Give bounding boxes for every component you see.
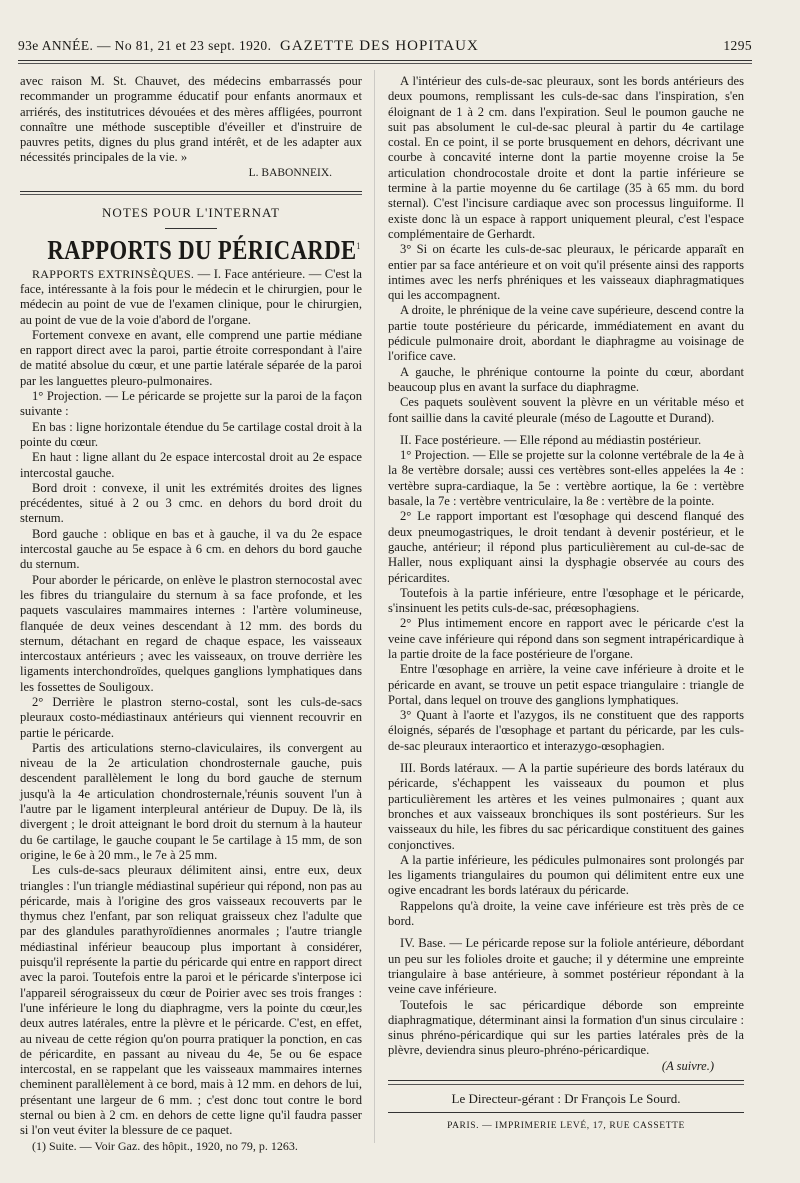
paragraph: A gauche, le phrénique contourne la pointe du cœur, abordant beaucoup plus en avant la surface du diaphragme. [388, 364, 744, 394]
section-heading: NOTES POUR L'INTERNAT [102, 205, 280, 221]
footnote: (1) Suite. — Voir Gaz. des hôpit., 1920, no 79, p. 1263. [32, 1138, 298, 1153]
left-column [20, 74, 362, 1154]
paragraph: Bord droit : convexe, il unit les extrémités droites des lignes précédentes, situé à 2 ou 3 cmc. en dehors du bord droit du sternum. [20, 480, 362, 526]
footer-rule-secondary [388, 1084, 744, 1085]
subsection-heading-face-posterieure: II. Face postérieure. — Elle répond au médiastin postérieur. [400, 432, 702, 447]
section-rule [20, 191, 362, 192]
paragraph: Toutefois à la partie inférieure, entre l'œsophage et le péricarde, s'insinuent les petits culs-de-sac, préœsophagiens. [388, 585, 744, 616]
paragraph: Entre l'œsophage en arrière, la veine cave inférieure à droite et le péricarde en avant, se trouve un petit espace triangulaire : triangle de Portal, dans lequel on trouve des ganglions lymphatiques. [388, 662, 744, 707]
lead-text: — I. Face antérieure. — C'est la face, intéressante à la fois pour le médecin et le chirurgien, pour le médecin au point de vue de l'examen clinique, pour le chirurgien, au point de vue de la voie d'abord de l'organe. [20, 266, 362, 327]
paragraph: Rappelons qu'à droite, la veine cave inférieure est très près de ce bord. [388, 898, 744, 929]
paragraph: 2° Derrière le plastron sterno-costal, sont les culs-de-sacs pleuraux costo-médiastinaux antérieurs qui viennent recouvrir en partie le péricarde. [20, 694, 362, 740]
spacer [388, 754, 744, 761]
title-footnote-mark: 1 [356, 241, 361, 252]
paragraph: Ces paquets soulèvent souvent la plèvre en un véritable méso et font saillie dans la cavité pleurale (méso de Lagoutte et Durand). [388, 395, 744, 425]
paragraph: A la partie inférieure, les pédicules pulmonaires sont prolongés par les ligaments triangulaires du poumon qui délimitent entre eux une ogive encadrant les bords latéraux du péricarde. [388, 852, 744, 898]
paragraph: 2° Le rapport important est l'œsophage qui descend flanqué des deux pneumogastriques, le droit tendant à devenir postérieur, et le gauche, antérieur; il répond plus particulièrement au cul-de-sac de Haller, nous expliquant ainsi la dysphagie observée au cours des péricardites. [388, 509, 744, 585]
article-title-text: RAPPORTS DU PÉRICARDE [47, 235, 357, 266]
lead-label: RAPPORTS EXTRINSÈQUES. [32, 266, 195, 281]
review-signature: L. BABONNEIX. [248, 166, 332, 179]
printer-line: PARIS. — IMPRIMERIE LEVÉ, 17, RUE CASSETTE [447, 1121, 685, 1132]
paragraph: En bas : ligne horizontale étendue du 5e cartilage costal droit à la pointe du cœur. [20, 419, 362, 449]
paragraph: Pour aborder le péricarde, on enlève le plastron sternocostal avec les fibres du triangulaire du sternum à sa face profonde, et les paquets vasculaires mammaires internes : l'artère volumineuse, flanquée de deux veines descendant à 12 mm. des bords du sternum, détachant en regard de chaque espace, les vaisseaux intercostaux antérieurs ; avec les vaisseaux, on trouve derrière les ligaments interchondroïdes, quelques ganglions lymphatiques dans les fossettes de Souligoux. [20, 572, 362, 694]
paragraph: Les culs-de-sacs pleuraux délimitent ainsi, entre eux, deux triangles : l'un triangle médiastinal supérieur qui répond, non pas au péricarde, mais à l'origine des gros vaisseaux recouverts par le thymus chez l'enfant, par son reliquat graisseux chez l'adulte que par des glandules parathyroïdiennes anormales ; l'autre triangle médiastinal inférieur beaucoup plus important à considérer, puisqu'il représente la partie du péricarde qui entre en rapport direct avec la paroi. Toutefois entre la paroi et le péricarde s'interpose ici l'appareil sérograisseux du cœur de Poirier avec ses trois franges : l'une inférieure le long du diaphragme, vers la pointe du cœur,les deux autres latérales, entre la plèvre et le péricarde. C'est, en effet, au niveau de cette région qu'on pourra pratiquer la ponction, en cas de péricardite, en passant au niveau du 4e, 5e ou 6e espace intercostal, en se rappelant que les vaisseaux mammaires internes cheminent parallèlement à ce bord, mais à 12 mm. en dehors de lui, présentant une largeur de 6 mm. ; c'est donc tout contre le bord sternal ou bien à 2 cm. en dehors de cette ligne qu'il faudra passer si l'on veut éviter la blessure de ce paquet. [20, 863, 362, 1138]
section-rule-secondary [20, 194, 362, 195]
spacer [388, 426, 744, 433]
page-number: 1295 [723, 38, 752, 53]
article-title [47, 235, 361, 266]
subsection-heading-base: IV. Base. — Le péricarde repose sur la foliole antérieure, débordant un peu sur les folioles droite et gauche; il y détermine une empreinte triangulaire à base antérieure, à sommet postérieur répondant à la veine cave inférieure. [388, 936, 744, 997]
paragraph: Fortement convexe en avant, elle comprend une partie médiane en rapport direct avec la paroi, partie étroite correspondant à l'aire de matité absolue du cœur, et une partie latérale séparée de la paroi par les languettes pleuro-pulmonaires. [20, 327, 362, 388]
paragraph: A droite, le phrénique de la veine cave supérieure, descend contre la partie toute postérieure du péricarde, immédiatement en avant du pédicule pulmonaire droit, abordant le diaphragme au voisinage de l'orifice cave. [388, 303, 744, 364]
paragraph: Partis des articulations sterno-claviculaires, ils convergent au niveau de la 2e articulation chondrosternale gauche, puis descendent parallèlement le long du bord gauche de sternum jusqu'à la 4e articulation chondrosternale,'réunis souvent l'un à l'autre par le ligament interpleural antérieur de Dupuy. De là, ils divergent ; le droit atteignant le bord droit du sternum à la hauteur du 6e cartilage, le gauche coupant le 5e cartilage à 15 mm, de son origine, le 6e à 20 mm., le 7e à 25 mm. [20, 740, 362, 862]
paragraph: 1° Projection. — Le péricarde se projette sur la paroi de la façon suivante : [20, 389, 362, 419]
header-rule-secondary [18, 63, 752, 64]
journal-title: GAZETTE DES HOPITAUX [280, 38, 479, 54]
footer-rule [388, 1080, 744, 1081]
subsection-heading-bords-lateraux: III. Bords latéraux. — A la partie supérieure des bords latéraux du péricarde, s'échappent les vaisseaux du poumon et plus particulièrement les artères et les veines pulmonaires ; quant aux bronches et aux vaisseaux bronchiques ils sont postérieurs. Sur les vaisseaux du hile, les fibres du sac péricardique constituent des gaines conjonctives. [388, 761, 744, 852]
review-conclusion: avec raison M. St. Chauvet, des médecins embarrassés pour recommander un programme éducatif pour enfants anormaux et arriérés, des institutrices dévouées et des mères affligées, pourront connaître une méthode susceptible d'éveiller et d'instruire de pauvres petits, dignes du plus grand intérêt, et de les adapter aux nécessités principales de la vie. » [20, 74, 362, 165]
paragraph: Bord gauche : oblique en bas et à gauche, il va du 2e espace intercostal gauche au 5e espace à 6 cm. en dehors du bord gauche du sternum. [20, 526, 362, 572]
paragraph: En haut : ligne allant du 2e espace intercostal droit au 2e espace intercostal gauche. [20, 450, 362, 480]
right-column [388, 74, 744, 1135]
paragraph: 1° Projection. — Elle se projette sur la colonne vertébrale de la 4e à la 8e vertèbre dorsale; aussi ces vertèbres sont-elles appelées la 4e : vertèbre supra-cardiaque, la 5e : vertèbre aortique, la 6e : vertèbre basale, la 7e : vertèbre ventriculaire, la 8e : vertèbre de la pointe. [388, 448, 744, 509]
paragraph: 3° Quant à l'aorte et l'azygos, ils ne constituent que des rapports éloignés, séparés de l'œsophage et partant du péricarde, par les culs-de-sac pleuraux interaortico et interazygo-œsophagien. [388, 708, 744, 753]
lead-paragraph [20, 267, 362, 328]
spacer [388, 929, 744, 936]
heading-rule [165, 228, 217, 229]
paragraph: A l'intérieur des culs-de-sac pleuraux, sont les bords antérieurs des deux poumons, remplissant les culs-de-sac dans l'inspiration, s'en éloignant de 1 à 2 cm. dans l'expiration. Seul le poumon gauche ne suit pas absolument le cul-de-sac pleural à partir du 4e cartilage costal. En ce point, il se porte brusquement en dehors, décrivant une courbe à concavité interne dont la partie moyenne croise la 5e articulation chondrocostale droite et dont la partie inférieure se termine à la partie moyenne du 6e cartilage (35 à 65 mm. du bord sternal). C'est l'incisure cardiaque avec son processus linguiforme. Il existe donc là un espace à rapport uniquement pleural, c'est l'espace complémentaire de Gerhardt. [388, 74, 744, 241]
printer-rule [388, 1112, 744, 1113]
to-be-continued: (A suivre.) [661, 1058, 714, 1073]
paragraph: 3° Si on écarte les culs-de-sac pleuraux, le péricarde apparaît en entier par sa face antérieure et on voit qu'il présente ainsi des rapports intimes avec les nerfs phréniques et les vaisseaux diaphragmatiques qui les accompagnent. [388, 242, 744, 303]
director-line: Le Directeur-gérant : Dr François Le Sourd. [451, 1091, 681, 1106]
header-rule [18, 60, 752, 61]
column-divider [374, 70, 375, 1143]
issue-info: 93e ANNÉE. — No 81, 21 et 23 sept. 1920. [18, 38, 272, 53]
paragraph: Toutefois le sac péricardique déborde son empreinte diaphragmatique, déterminant ainsi la formation d'un sinus circulaire : sinus phréno-péricardique qui sur les parties latérales près de la plèvre, deviendra sinus pleuro-phréno-péricardique. [388, 997, 744, 1058]
paragraph: 2° Plus intimement encore en rapport avec le péricarde c'est la veine cave inférieure qui répond dans son segment intrapéricardique à la partie droite de la face postérieure de l'organe. [388, 616, 744, 661]
page-header [18, 36, 752, 58]
